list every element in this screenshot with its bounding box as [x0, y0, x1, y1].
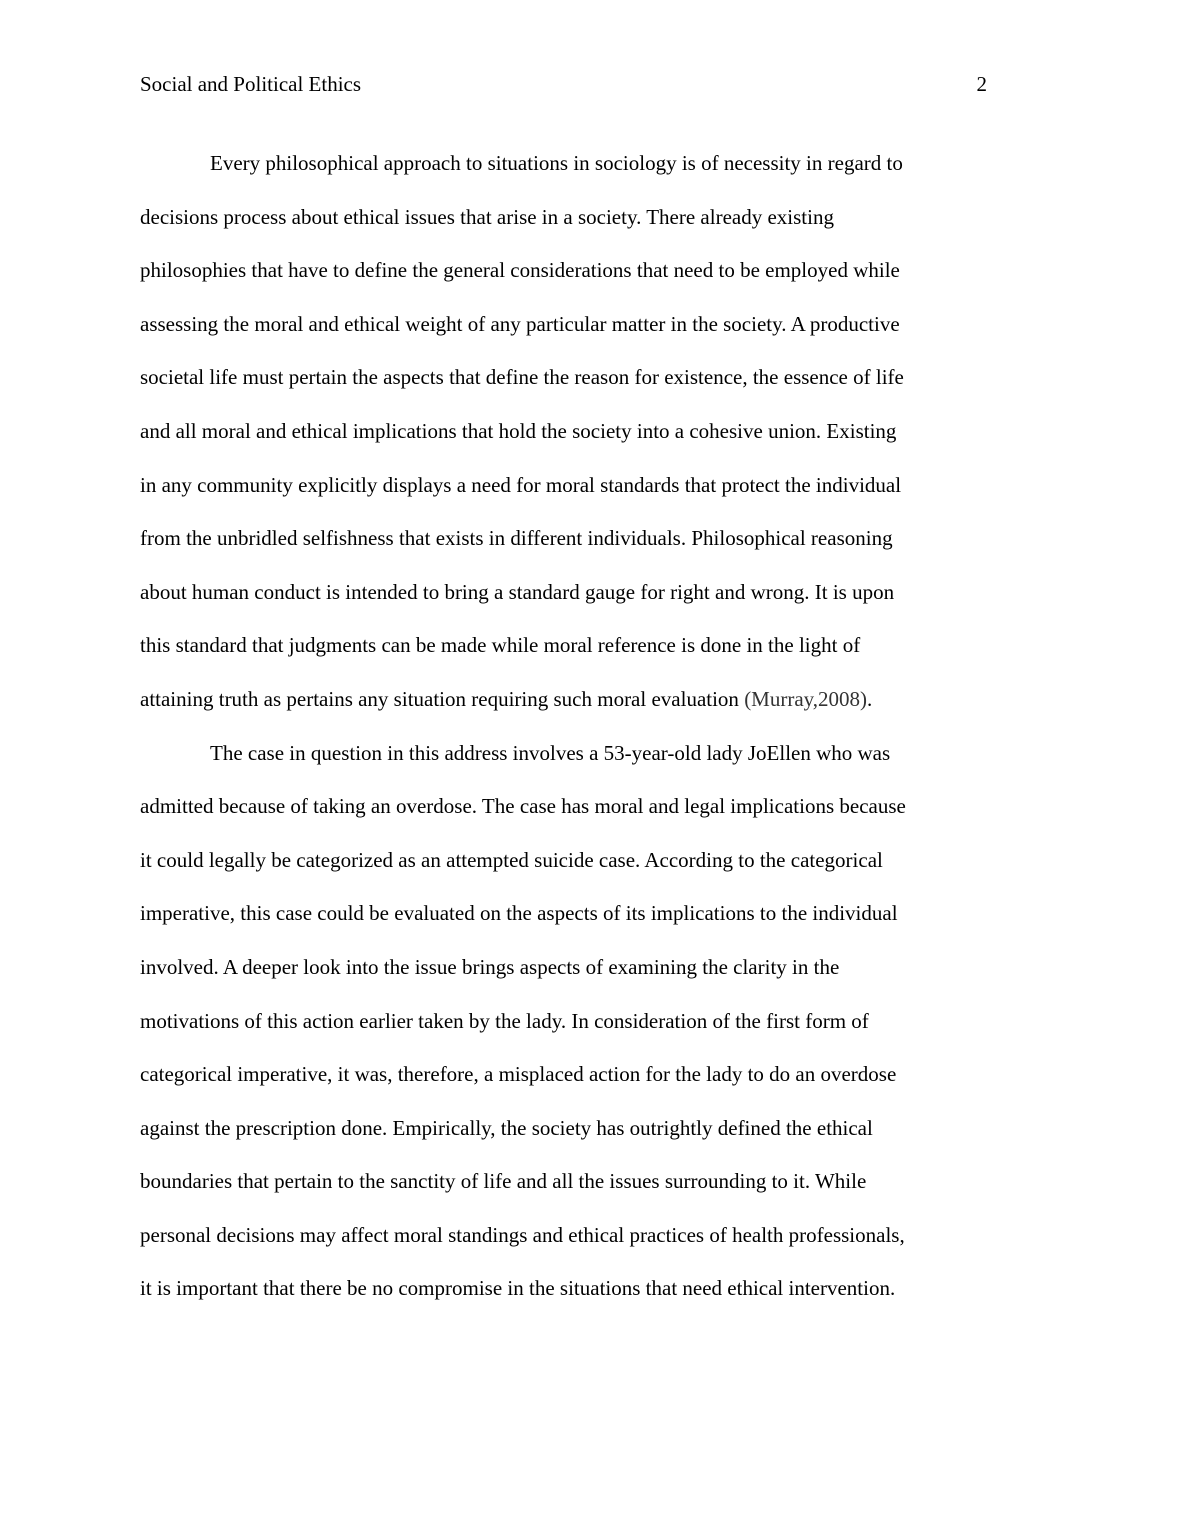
- paragraph-1-line-11-text: attaining truth as pertains any situation requiring such moral evaluation: [140, 686, 745, 711]
- body-text: [140, 137, 1000, 1316]
- end-punctuation: .: [867, 686, 873, 711]
- paragraph-2-line-8: against the prescription done. Empirically, the society has outrightly defined the ethical: [140, 1115, 873, 1140]
- paragraph-2-line-1: The case in question in this address involves a 53-year-old lady JoEllen who was: [210, 740, 891, 765]
- paragraph-1-line-1: Every philosophical approach to situations in sociology is of necessity in regard to: [210, 151, 903, 175]
- paragraph-2-line-9: boundaries that pertain to the sanctity of life and all the issues surrounding to it. While: [140, 1169, 867, 1194]
- paragraph-1-line-8: from the unbridled selfishness that exists in different individuals. Philosophical reasoning: [140, 526, 893, 551]
- paragraph-2-line-2: admitted because of taking an overdose. The case has moral and legal implications because: [140, 794, 906, 819]
- paragraph-1-line-4: assessing the moral and ethical weight of any particular matter in the society. A productive: [140, 311, 900, 336]
- paragraph-1-line-10: this standard that judgments can be made while moral reference is done in the light of: [140, 633, 861, 658]
- paragraph-2-line-7: categorical imperative, it was, therefore, a misplaced action for the lady to do an overdose: [140, 1062, 897, 1087]
- paragraph-2-line-10: personal decisions may affect moral standings and ethical practices of health professionals,: [140, 1222, 905, 1247]
- paragraph-1-line-5: societal life must pertain the aspects that define the reason for existence, the essence of life: [140, 365, 904, 390]
- paragraph-2-line-4: imperative, this case could be evaluated on the aspects of its implications to the individual: [140, 901, 898, 926]
- page-number: 2: [976, 72, 987, 96]
- paragraph-2-line-11: it is important that there be no compromise in the situations that need ethical intervention.: [140, 1276, 896, 1301]
- paragraph-1-line-11: [140, 673, 1000, 727]
- running-head: Social and Political Ethics: [140, 72, 362, 96]
- paragraph-1-line-7: in any community explicitly displays a need for moral standards that protect the individual: [140, 472, 902, 497]
- paragraph-1-line-9: about human conduct is intended to bring a standard gauge for right and wrong. It is upon: [140, 579, 895, 604]
- paragraph-1-line-3: philosophies that have to define the general considerations that need to be employed while: [140, 258, 900, 283]
- paragraph-2-line-6: motivations of this action earlier taken by the lady. In consideration of the first form of: [140, 1008, 869, 1033]
- paragraph-2-line-3: it could legally be categorized as an attempted suicide case. According to the categorical: [140, 847, 883, 872]
- paragraph-1-line-6: and all moral and ethical implications that hold the society into a cohesive union. Existing: [140, 418, 897, 443]
- paragraph-1-line-2: decisions process about ethical issues that arise in a society. There already existing: [140, 204, 834, 229]
- paragraph-2-line-5: involved. A deeper look into the issue brings aspects of examining the clarity in the: [140, 954, 840, 979]
- citation: (Murray,2008): [744, 686, 868, 711]
